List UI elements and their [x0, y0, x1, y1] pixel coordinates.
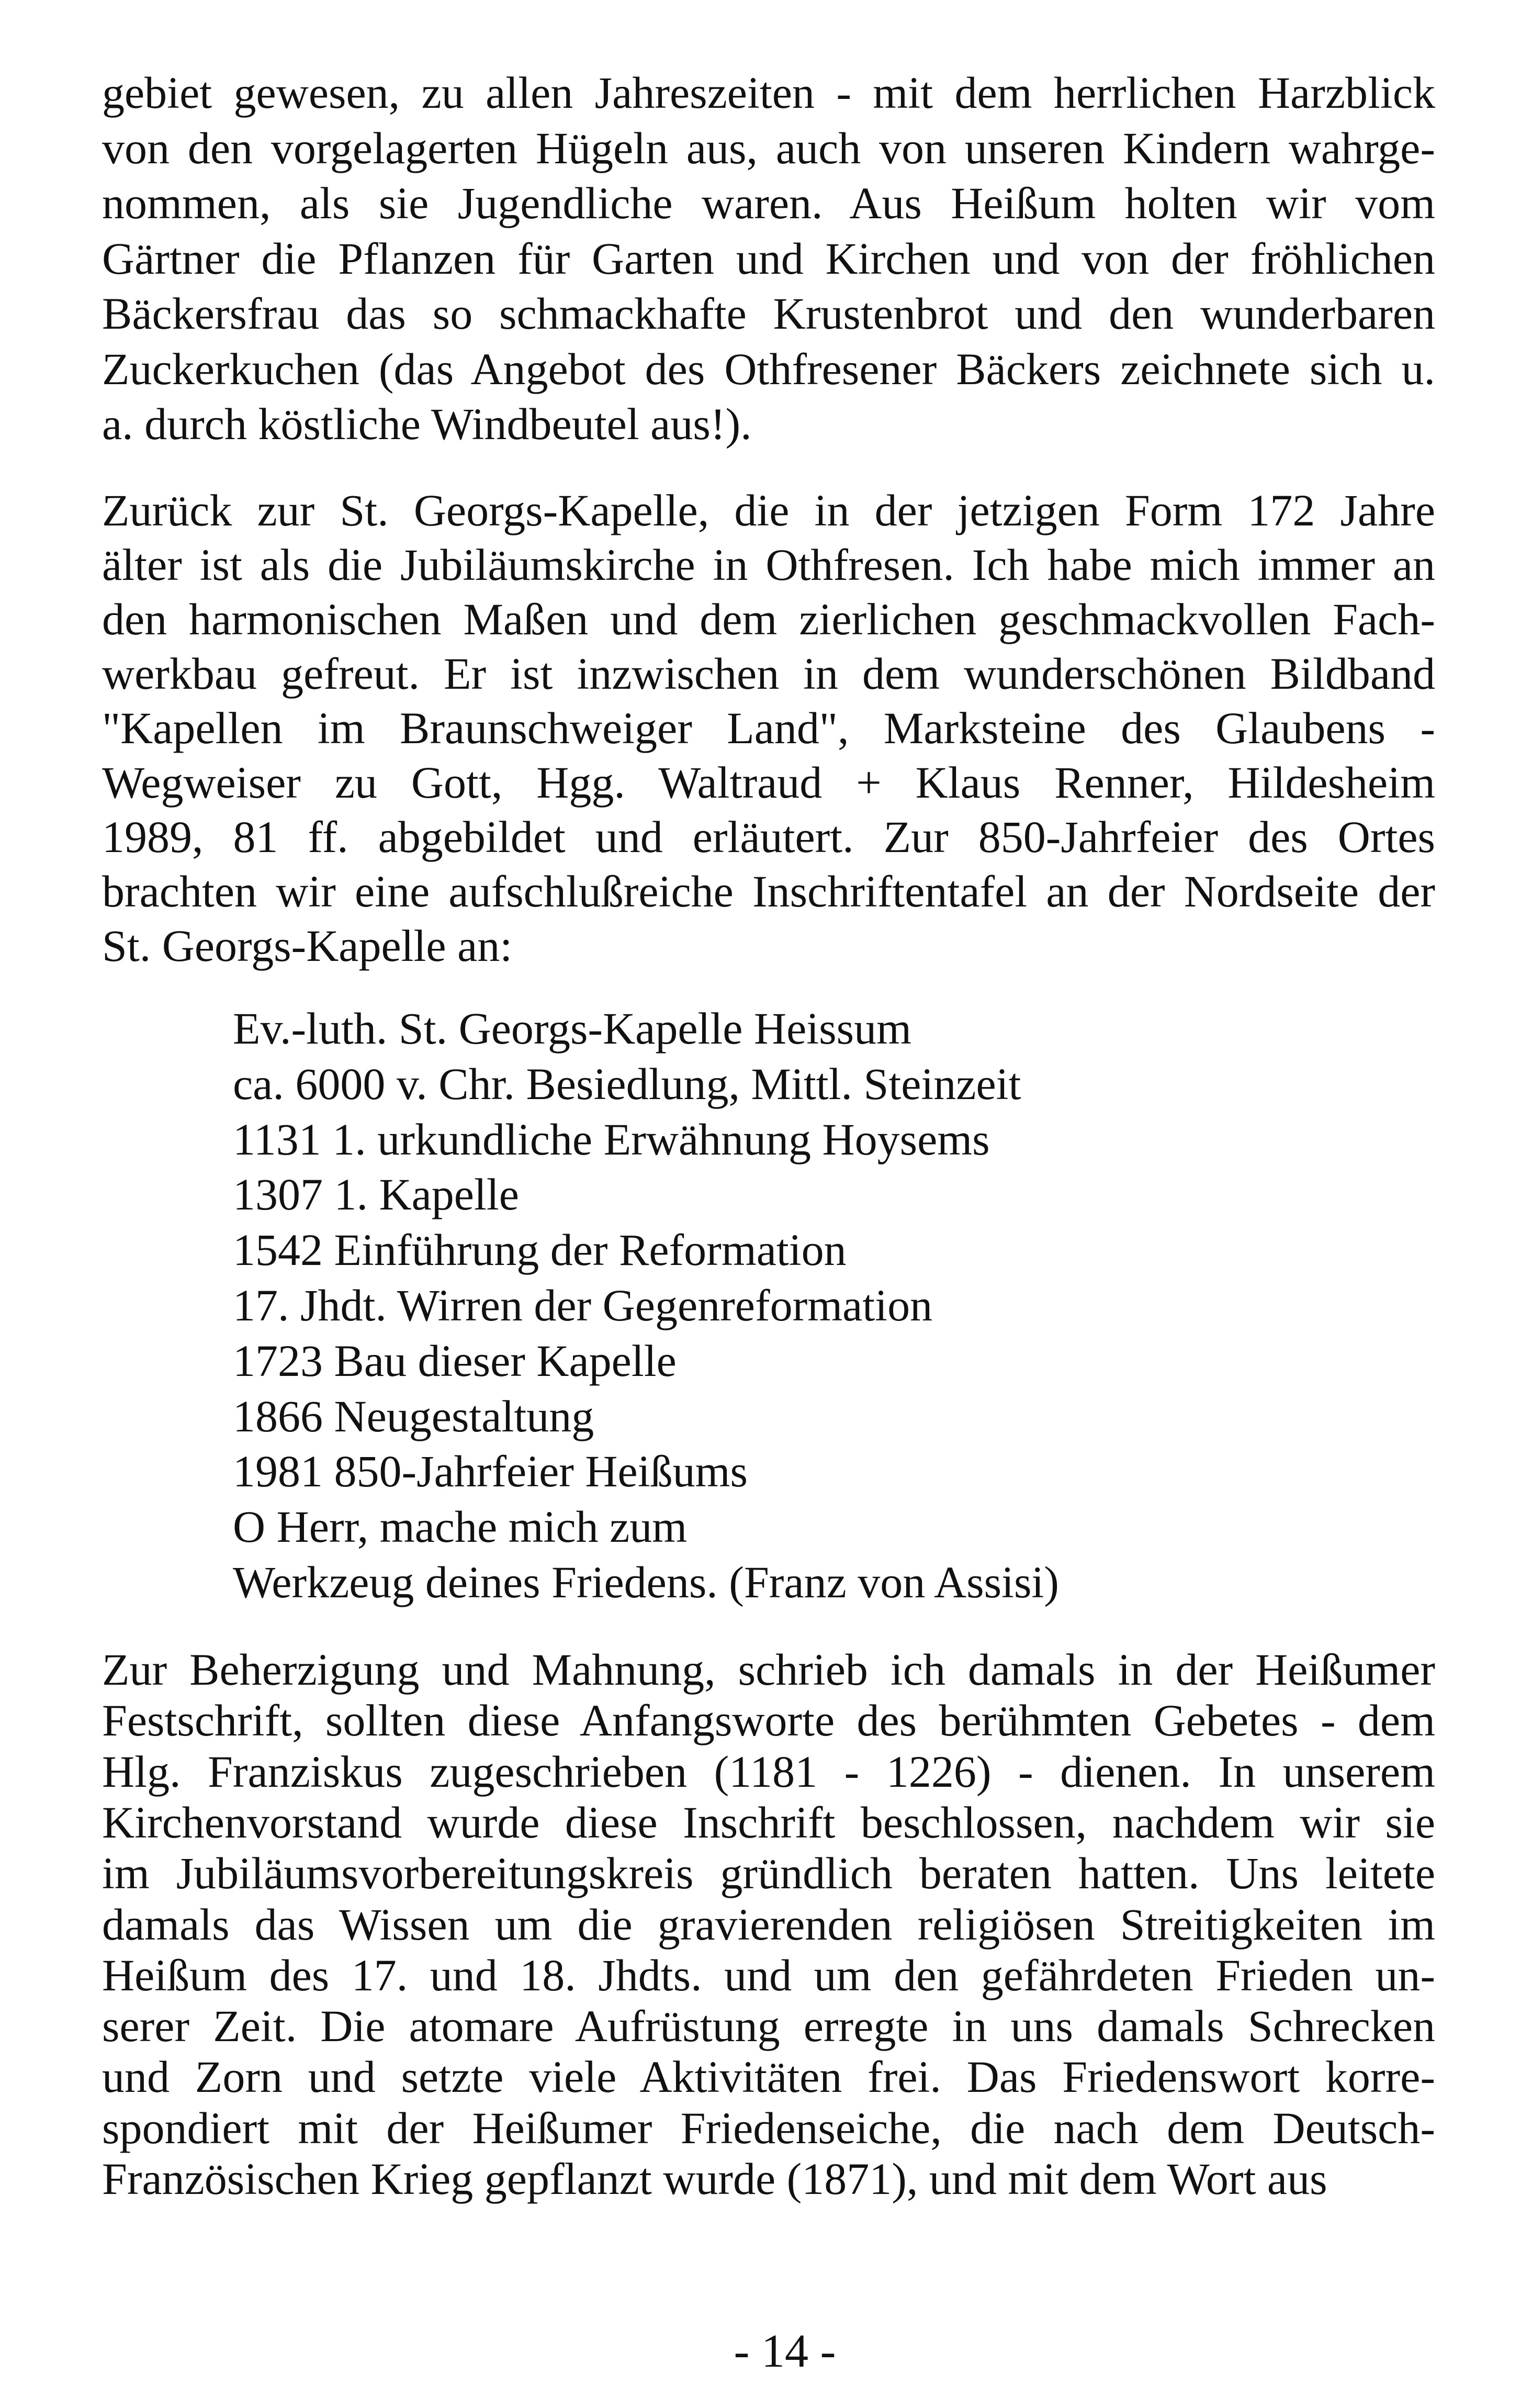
- text-line: [233, 1114, 1384, 1164]
- text-line-content: 1989, 81 ff. abgebildet und erläutert. Zur 850-Jahrfeier des Ortes: [102, 812, 1435, 862]
- text-line-content: älter ist als die Jubiläumskirche in Othfresen. Ich habe mich immer an: [102, 540, 1435, 590]
- text-line-content: a. durch köstliche Windbeutel aus!).: [102, 399, 752, 449]
- text-line-content: "Kapellen im Braunschweiger Land", Marksteine des Glaubens -: [102, 703, 1435, 753]
- text-line-content: im Jubiläumsvorbereitungskreis gründlich beraten hatten. Uns leitete: [102, 1848, 1435, 1899]
- text-line: [233, 1169, 1384, 1220]
- text-line-content: 1866 Neugestaltung: [233, 1391, 594, 1441]
- text-line: [102, 1797, 1435, 1847]
- text-line: [102, 343, 1435, 394]
- text-line-content: 1131 1. urkundliche Erwähnung Hoysems: [233, 1114, 990, 1164]
- text-line: [102, 1950, 1435, 2000]
- text-line: [102, 1695, 1435, 1746]
- text-line: [102, 1848, 1435, 1899]
- text-line: [102, 68, 1435, 118]
- text-line-content: Bäckersfrau das so schmackhafte Krustenbrot und den wunderbaren: [102, 288, 1435, 339]
- text-line-content: Wegweiser zu Gott, Hgg. Waltraud + Klaus Renner, Hildesheim: [102, 757, 1435, 808]
- text-line-content: spondiert mit der Heißumer Friedenseiche, die nach dem Deutsch-: [102, 2102, 1435, 2153]
- text-line-content: Heißum des 17. und 18. Jhdts. und um den gefährdeten Frieden un-: [102, 1950, 1435, 2000]
- text-line: [233, 1225, 1384, 1275]
- text-line: [102, 178, 1435, 228]
- text-line: [102, 705, 1435, 751]
- text-line-content: von den vorgelagerten Hügeln aus, auch von unseren Kindern wahrge-: [102, 122, 1435, 173]
- text-line: [233, 1058, 1384, 1109]
- text-line: [102, 648, 1435, 699]
- text-line-content: Gärtner die Pflanzen für Garten und Kirchen und von der fröhlichen: [102, 233, 1435, 284]
- text-line-content: brachten wir eine aufschlußreiche Inschriftentafel an der Nordseite der: [102, 866, 1435, 916]
- text-line-content: Hlg. Franziskus zugeschrieben (1181 - 1226) - dienen. In unserem: [102, 1746, 1435, 1797]
- text-line-content: nommen, als sie Jugendliche waren. Aus Heißum holten wir vom: [102, 178, 1435, 228]
- text-line-content: 1542 Einführung der Reformation: [233, 1225, 847, 1275]
- text-line: [102, 921, 1435, 971]
- text-line-content: serer Zeit. Die atomare Aufrüstung erregte in uns damals Schrecken: [102, 2001, 1435, 2052]
- page-number: - 14 -: [734, 2325, 836, 2377]
- text-line-content: damals das Wissen um die gravierenden religiösen Streitigkeiten im: [102, 1899, 1435, 1950]
- text-line-content: 17. Jhdt. Wirren der Gegenreformation: [233, 1280, 933, 1330]
- text-line: [233, 1003, 1384, 1054]
- text-line-content: werkbau gefreut. Er ist inzwischen in dem wunderschönen Bildband: [102, 648, 1435, 699]
- text-line-content: O Herr, mache mich zum: [233, 1502, 688, 1552]
- text-line-content: Zurück zur St. Georgs-Kapelle, die in der jetzigen Form 172 Jahre: [102, 485, 1435, 535]
- text-line-content: ca. 6000 v. Chr. Besiedlung, Mittl. Steinzeit: [233, 1058, 1021, 1109]
- text-line: [102, 2102, 1435, 2153]
- text-line: [233, 1335, 1384, 1386]
- text-line-content: den harmonischen Maßen und dem zierlichen geschmackvollen Fach-: [102, 594, 1435, 644]
- text-line: [102, 399, 1435, 449]
- text-line: [233, 1502, 1384, 1552]
- text-line: [102, 1746, 1435, 1797]
- text-line-content: St. Georgs-Kapelle an:: [102, 921, 513, 971]
- text-line-content: Französischen Krieg gepflanzt wurde (1871), und mit dem Wort aus: [102, 2154, 1327, 2204]
- text-line-content: 1723 Bau dieser Kapelle: [233, 1335, 677, 1386]
- text-line: [102, 122, 1435, 173]
- text-line-content: Zuckerkuchen (das Angebot des Othfresener Bäckers zeichnete sich u.: [102, 343, 1435, 394]
- text-line: [102, 757, 1435, 808]
- text-line: [102, 1899, 1435, 1950]
- text-line: [102, 233, 1435, 284]
- text-line-content: Zur Beherzigung und Mahnung, schrieb ich damals in der Heißumer: [102, 1644, 1435, 1695]
- text-line-content: Festschrift, sollten diese Anfangsworte des berühmten Gebetes - dem: [102, 1695, 1435, 1746]
- text-line-content: 1981 850-Jahrfeier Heißums: [233, 1446, 748, 1497]
- text-line: [102, 288, 1435, 339]
- text-line: [102, 2001, 1435, 2052]
- text-line: [102, 540, 1435, 590]
- text-line: [102, 485, 1435, 535]
- text-line: [233, 1557, 1384, 1607]
- text-line: [102, 594, 1435, 644]
- text-line: [102, 866, 1435, 916]
- text-line-content: Werkzeug deines Friedens. (Franz von Assisi): [233, 1557, 1059, 1607]
- text-line-content: gebiet gewesen, zu allen Jahreszeiten - mit dem herrlichen Harzblick: [102, 68, 1435, 118]
- text-line: [233, 1391, 1384, 1441]
- text-line: [102, 812, 1435, 862]
- text-line: [102, 2154, 1435, 2204]
- text-line-content: Kirchenvorstand wurde diese Inschrift beschlossen, nachdem wir sie: [102, 1797, 1435, 1847]
- text-line: [102, 1644, 1435, 1695]
- text-line: [233, 1280, 1384, 1330]
- text-line-content: Ev.-luth. St. Georgs-Kapelle Heissum: [233, 1003, 911, 1054]
- text-line-content: 1307 1. Kapelle: [233, 1169, 519, 1220]
- text-line-content: und Zorn und setzte viele Aktivitäten frei. Das Friedenswort korre-: [102, 2052, 1435, 2102]
- text-line: [233, 1446, 1384, 1497]
- text-line: [102, 2052, 1435, 2102]
